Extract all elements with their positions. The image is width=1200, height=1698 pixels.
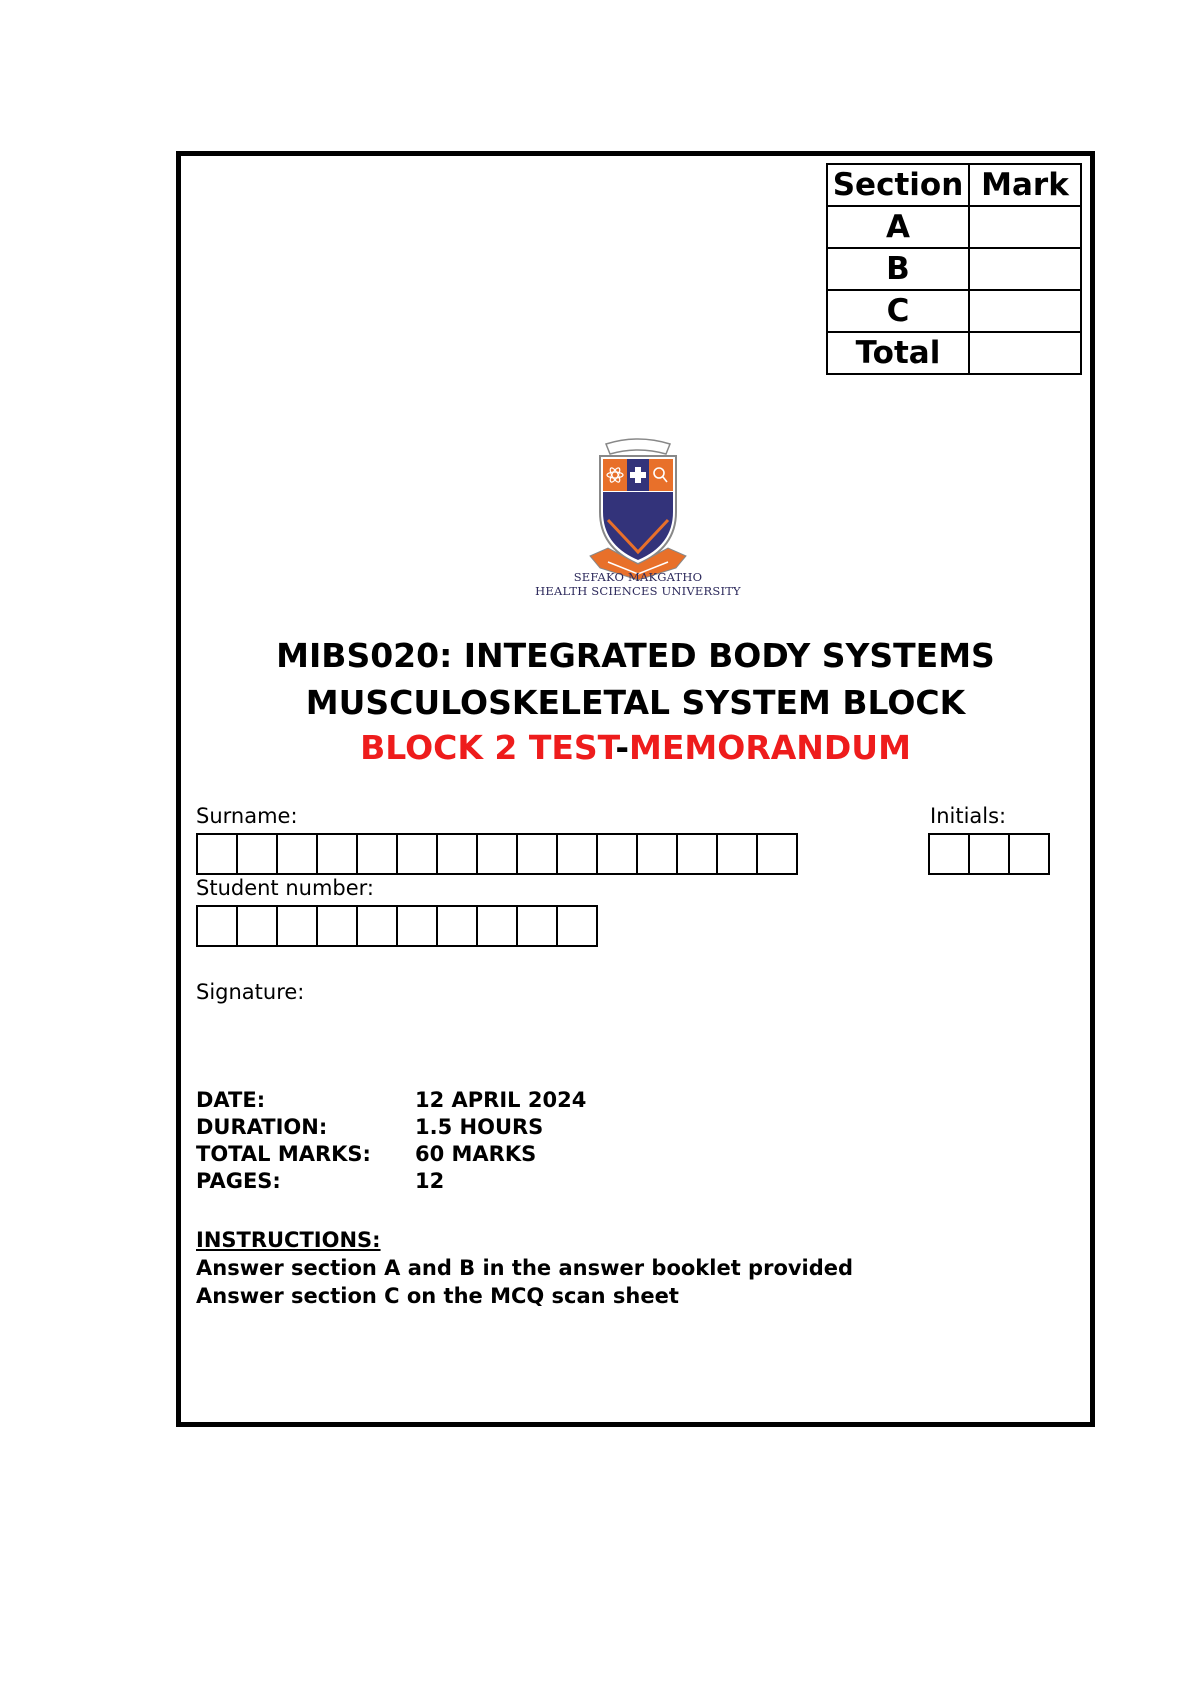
initials-boxes (928, 833, 1048, 875)
student-number-label: Student number: (196, 876, 375, 900)
surname-char-box[interactable] (356, 833, 398, 875)
duration-row (196, 1114, 586, 1141)
student-number-digit-box[interactable] (476, 905, 518, 947)
instructions (196, 1226, 853, 1310)
student-number-digit-box[interactable] (316, 905, 358, 947)
surname-label: Surname: (196, 804, 298, 828)
surname-char-box[interactable] (316, 833, 358, 875)
test-title-part2: MEMORANDUM (629, 728, 911, 767)
surname-char-box[interactable] (596, 833, 638, 875)
section-cell: B (827, 248, 969, 290)
course-title: MIBS020: INTEGRATED BODY SYSTEMS (276, 636, 995, 675)
instructions-heading: INSTRUCTIONS: (196, 1228, 381, 1252)
surname-char-box[interactable] (436, 833, 478, 875)
table-row (827, 206, 1081, 248)
signature-label: Signature: (196, 980, 305, 1004)
crest-top-banner (606, 439, 670, 454)
mark-cell[interactable] (969, 206, 1081, 248)
section-cell: Total (827, 332, 969, 374)
university-name-line1: SEFAKO MAKGATHO (573, 570, 703, 584)
surname-char-box[interactable] (196, 833, 238, 875)
surname-char-box[interactable] (636, 833, 678, 875)
surname-char-box[interactable] (516, 833, 558, 875)
student-number-digit-box[interactable] (436, 905, 478, 947)
date-value: 12 APRIL 2024 (415, 1088, 587, 1112)
test-title (176, 728, 1095, 767)
test-title-separator: - (615, 728, 630, 767)
student-number-digit-box[interactable] (356, 905, 398, 947)
table-row (827, 290, 1081, 332)
mark-cell[interactable] (969, 290, 1081, 332)
pages-row (196, 1168, 586, 1195)
date-row (196, 1087, 586, 1114)
duration-value: 1.5 HOURS (415, 1115, 544, 1139)
pages-value: 12 (415, 1169, 445, 1193)
section-cell: A (827, 206, 969, 248)
mark-cell[interactable] (969, 248, 1081, 290)
student-number-digit-box[interactable] (396, 905, 438, 947)
mark-header: Mark (969, 164, 1081, 206)
exam-info (196, 1087, 586, 1195)
total-marks-row (196, 1141, 586, 1168)
table-row (827, 248, 1081, 290)
initials-char-box[interactable] (1008, 833, 1050, 875)
initials-char-box[interactable] (968, 833, 1010, 875)
initials-char-box[interactable] (928, 833, 970, 875)
marks-table-header (827, 164, 1081, 206)
marks-table (826, 163, 1082, 375)
surname-char-box[interactable] (716, 833, 758, 875)
surname-char-box[interactable] (396, 833, 438, 875)
surname-char-box[interactable] (476, 833, 518, 875)
surname-char-box[interactable] (676, 833, 718, 875)
pages-label: PAGES: (196, 1169, 281, 1193)
student-number-digit-box[interactable] (236, 905, 278, 947)
student-number-digit-box[interactable] (196, 905, 238, 947)
section-cell: C (827, 290, 969, 332)
mark-cell[interactable] (969, 332, 1081, 374)
university-name-line2: HEALTH SCIENCES UNIVERSITY (535, 584, 741, 598)
instruction-line: Answer section A and B in the answer booklet provided (196, 1256, 854, 1280)
university-name (520, 570, 756, 598)
test-title-part1: BLOCK 2 TEST (360, 728, 616, 767)
total-marks-label: TOTAL MARKS: (196, 1142, 371, 1166)
surname-char-box[interactable] (756, 833, 798, 875)
total-marks-value: 60 MARKS (415, 1142, 537, 1166)
block-title: MUSCULOSKELETAL SYSTEM BLOCK (305, 683, 966, 722)
surname-char-box[interactable] (276, 833, 318, 875)
duration-label: DURATION: (196, 1115, 328, 1139)
surname-char-box[interactable] (556, 833, 598, 875)
surname-char-box[interactable] (236, 833, 278, 875)
instruction-line: Answer section C on the MCQ scan sheet (196, 1284, 679, 1308)
student-number-digit-box[interactable] (516, 905, 558, 947)
surname-boxes (196, 833, 796, 875)
date-label: DATE: (196, 1088, 266, 1112)
student-number-digit-box[interactable] (276, 905, 318, 947)
student-number-boxes (196, 905, 596, 947)
student-number-digit-box[interactable] (556, 905, 598, 947)
section-header: Section (827, 164, 969, 206)
table-row (827, 332, 1081, 374)
initials-label: Initials: (930, 804, 1007, 828)
